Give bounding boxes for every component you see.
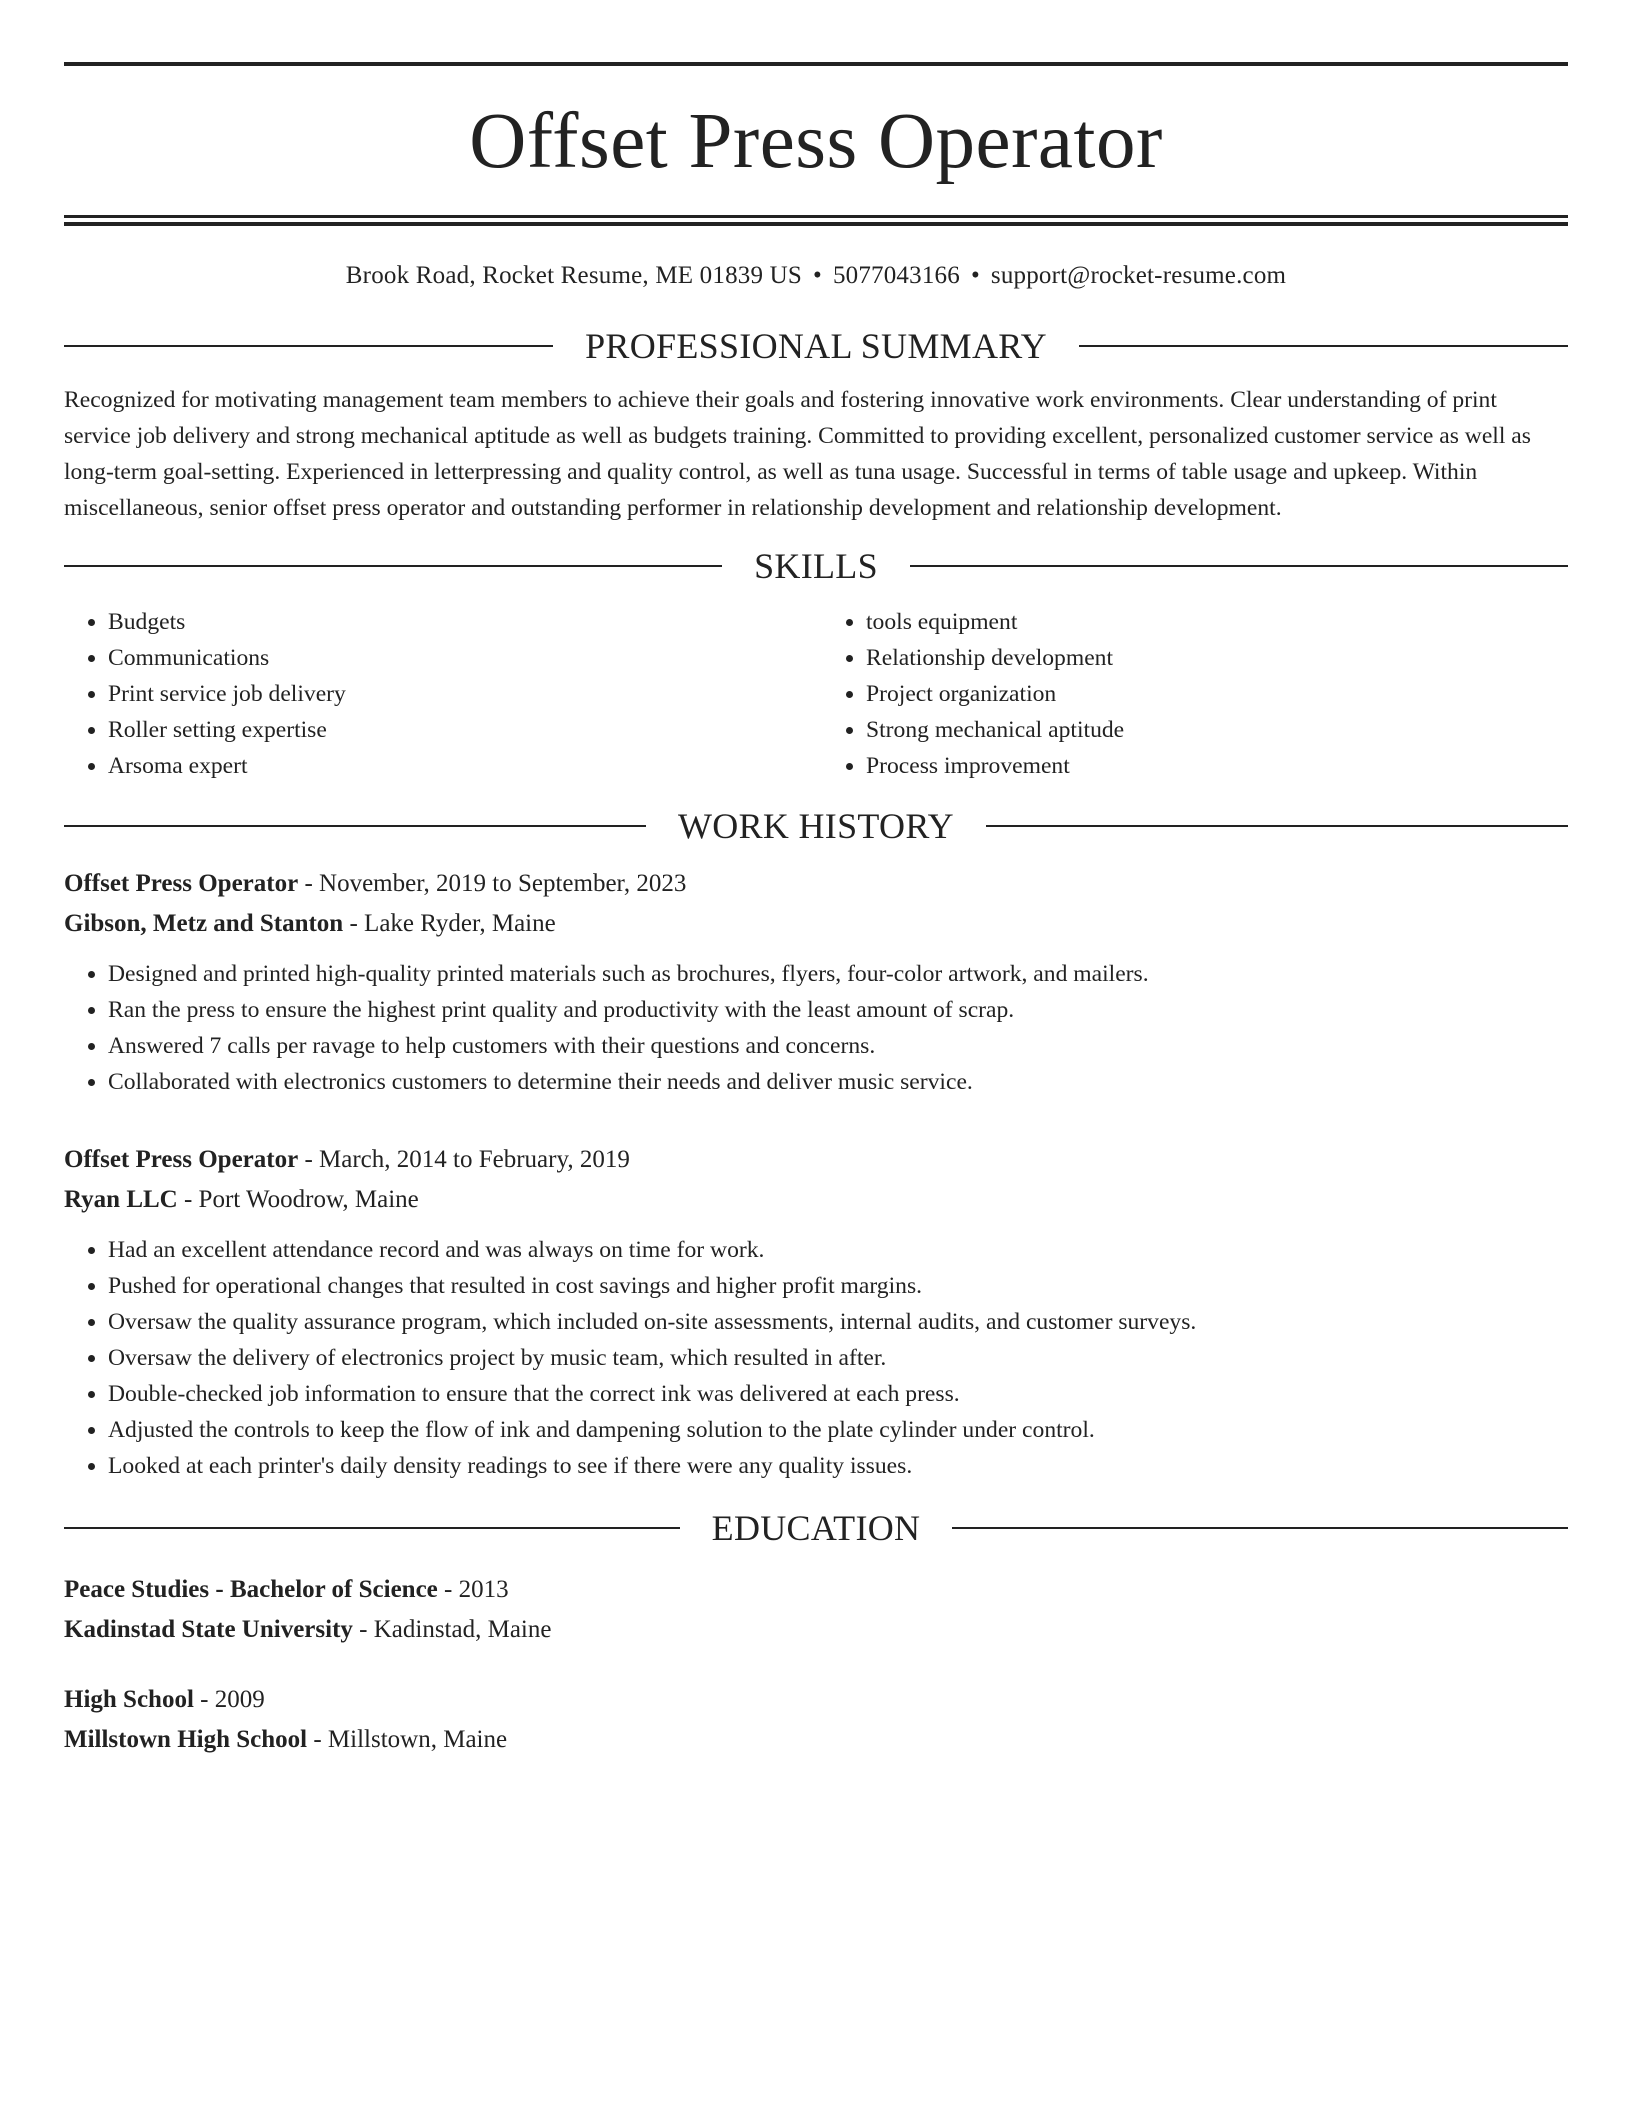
skill-item: • tools equipment [866, 604, 1568, 640]
job-bullet: • Oversaw the quality assurance program, which included on-site assessments, internal audits, and customer surveys. [108, 1304, 1568, 1340]
job-location: - Lake Ryder, Maine [343, 910, 556, 937]
skill-item: • Print service job delivery [108, 676, 810, 712]
skill-item: • Communications [108, 640, 810, 676]
job-bullet: • Oversaw the delivery of electronics project by music team, which resulted in after. [108, 1340, 1568, 1376]
skills-column-left [64, 604, 810, 784]
skill-item: • Project organization [866, 676, 1568, 712]
school: Millstown High School [64, 1726, 308, 1753]
job-bullet: • Looked at each printer's daily density readings to see if there were any quality issues. [108, 1448, 1568, 1484]
job-dates: - March, 2014 to February, 2019 [298, 1146, 630, 1173]
school-line [64, 1720, 1568, 1760]
job-bullet: • Collaborated with electronics customers to determine their needs and deliver music service. [108, 1064, 1568, 1100]
skill-item: • Arsoma expert [108, 748, 810, 784]
divider-line [64, 345, 553, 347]
skill-item: • Relationship development [866, 640, 1568, 676]
education-entry [64, 1680, 1568, 1760]
school-location: - Millstown, Maine [307, 1726, 508, 1753]
degree-year: - 2009 [193, 1686, 265, 1713]
divider-line [1079, 345, 1568, 347]
divider-line [986, 825, 1568, 827]
divider-line [910, 565, 1568, 567]
divider-line [952, 1527, 1568, 1529]
job-bullet: • Designed and printed high-quality printed materials such as brochures, flyers, four-color artwork, and mailers. [108, 956, 1568, 992]
skill-item: • Strong mechanical aptitude [866, 712, 1568, 748]
divider-line [64, 825, 646, 827]
skills-list [64, 604, 1568, 784]
job-company: Gibson, Metz and Stanton [64, 910, 344, 937]
school: Kadinstad State University [64, 1616, 353, 1643]
degree-line [64, 1680, 1568, 1720]
contact-separator: • [812, 262, 822, 289]
job-bullet: • Pushed for operational changes that resulted in cost savings and higher profit margins. [108, 1268, 1568, 1304]
work-heading [64, 804, 1568, 848]
contact-phone: 5077043166 [832, 262, 960, 289]
job-dates: - November, 2019 to September, 2023 [298, 870, 687, 897]
skill-item: • Process improvement [866, 748, 1568, 784]
school-location: - Kadinstad, Maine [352, 1616, 552, 1643]
education-entry [64, 1570, 1568, 1650]
job-title-line [64, 1140, 1568, 1180]
contact-line [64, 260, 1568, 292]
job-entry [64, 864, 1568, 1100]
double-rule [64, 215, 1568, 226]
job-location: - Port Woodrow, Maine [177, 1186, 419, 1213]
job-title: Offset Press Operator [64, 1146, 299, 1173]
school-line [64, 1610, 1568, 1650]
summary-heading-text: PROFESSIONAL SUMMARY [585, 326, 1047, 366]
job-company-line [64, 904, 1568, 944]
job-title-line [64, 864, 1568, 904]
skills-heading-text: SKILLS [754, 546, 878, 586]
contact-email: support@rocket-resume.com [990, 262, 1287, 289]
summary-text: Recognized for motivating management team members to achieve their goals and fostering innovative work environments. Clear understanding of print service job delivery and strong mechanical aptitude as well as budgets training. Committed to providing excellent, personalized customer service as well as long-term goal-setting. Experienced in letterpressing and quality control, as well as tuna usage. Successful in terms of table usage and upkeep. Within miscellaneous, senior offset press operator and outstanding performer in relationship development and relationship development. [64, 387, 1531, 521]
contact-separator: • [970, 262, 980, 289]
degree-year: - 2013 [437, 1576, 509, 1603]
skill-item: • Roller setting expertise [108, 712, 810, 748]
job-bullet: • Double-checked job information to ensure that the correct ink was delivered at each press. [108, 1376, 1568, 1412]
job-company: Ryan LLC [64, 1186, 178, 1213]
top-rule [64, 62, 1568, 66]
degree-line [64, 1570, 1568, 1610]
job-entry [64, 1140, 1568, 1484]
skills-column-right [810, 604, 1568, 784]
contact-address: Brook Road, Rocket Resume, ME 01839 US [345, 262, 802, 289]
divider-line [64, 1527, 680, 1529]
summary-heading [64, 324, 1568, 368]
skills-heading [64, 544, 1568, 588]
job-bullet: • Answered 7 calls per ravage to help customers with their questions and concerns. [108, 1028, 1568, 1064]
education-heading-text: EDUCATION [711, 1508, 921, 1548]
skill-item: • Budgets [108, 604, 810, 640]
education-heading [64, 1506, 1568, 1550]
job-bullet: • Ran the press to ensure the highest print quality and productivity with the least amount of scrap. [108, 992, 1568, 1028]
resume-title: Offset Press Operator [469, 98, 1163, 185]
job-bullets [64, 956, 1568, 1100]
degree: High School [64, 1686, 194, 1713]
job-company-line [64, 1180, 1568, 1220]
job-bullets [64, 1232, 1568, 1484]
job-bullet: • Had an excellent attendance record and was always on time for work. [108, 1232, 1568, 1268]
degree: Peace Studies - Bachelor of Science [64, 1576, 438, 1603]
job-bullet: • Adjusted the controls to keep the flow of ink and dampening solution to the plate cylinder under control. [108, 1412, 1568, 1448]
work-heading-text: WORK HISTORY [678, 806, 954, 846]
divider-line [64, 565, 722, 567]
job-title: Offset Press Operator [64, 870, 299, 897]
